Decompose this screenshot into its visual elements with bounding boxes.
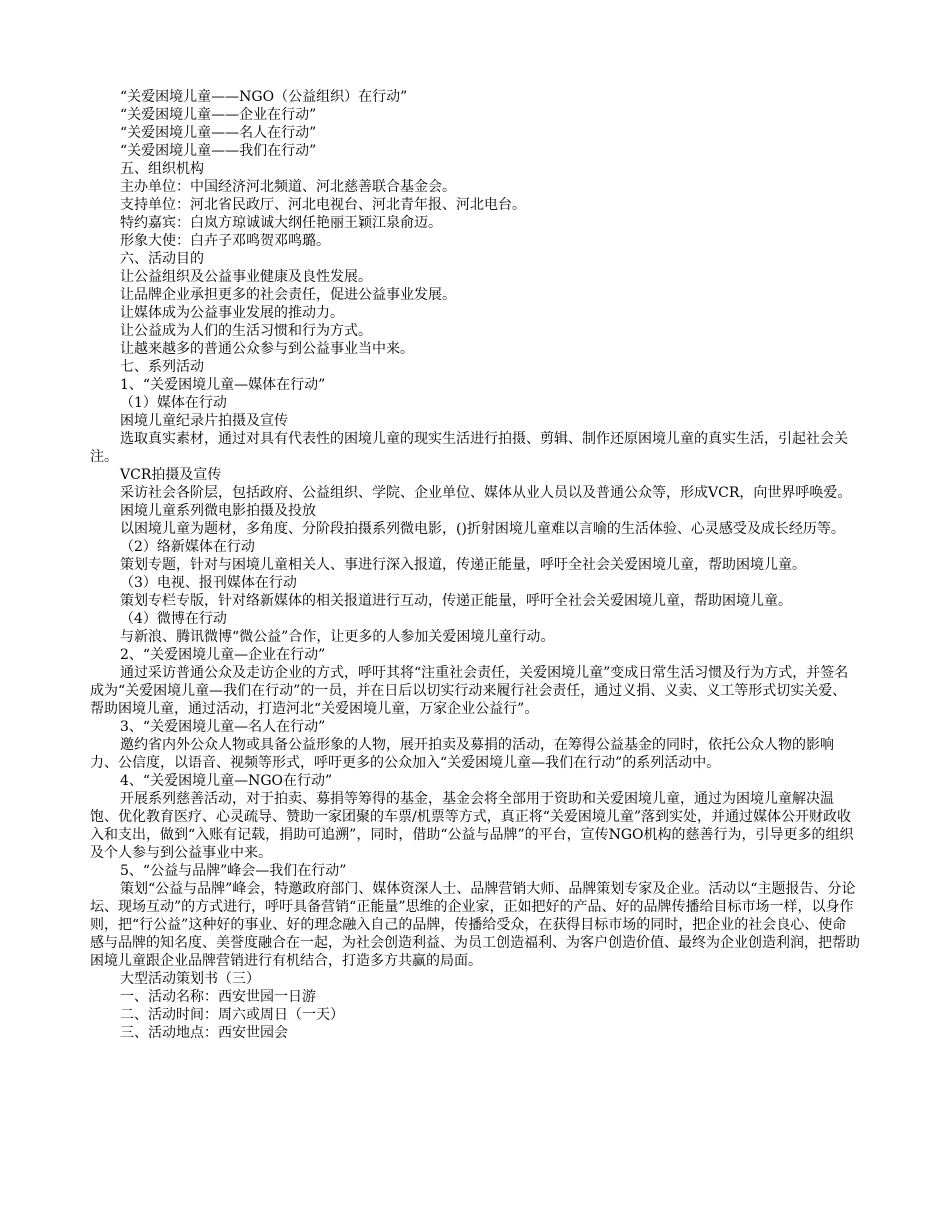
- subsection-heading: 4、“关爱困境儿童—NGO在行动”: [120, 773, 333, 789]
- text-line: 形象大使：白卉子邓鸣贺邓鸣璐。: [120, 233, 330, 249]
- paragraph: 以困境儿童为题材，多角度、分阶段拍摄系列微电影，()折射困境儿童难以言喻的生活体验、心灵感受及成长经历等。: [120, 521, 845, 537]
- subsection-heading: 5、“公益与品牌”峰会—我们在行动”: [120, 863, 347, 879]
- text-line: “关爱困境儿童——NGO（公益组织）在行动”: [120, 89, 408, 105]
- subsection-heading: （2）络新媒体在行动: [120, 539, 255, 555]
- text-line: “关爱困境儿童——企业在行动”: [120, 107, 317, 123]
- paragraph: 选取真实素材，通过对具有代表性的困境儿童的现实生活进行拍摄、剪辑、制作还原困境儿童的真实生活，引起社会关注。: [90, 431, 848, 465]
- document-body: [90, 88, 860, 1042]
- subsection-heading: （3）电视、报刊媒体在行动: [120, 575, 297, 591]
- section-heading: 五、组织机构: [120, 161, 204, 177]
- paragraph: 策划专栏专版，针对络新媒体的相关报道进行互动，传递正能量，呼吁全社会关爱困境儿童，帮助困境儿童。: [120, 593, 792, 609]
- text-line: 让公益组织及公益事业健康及良性发展。: [120, 269, 372, 285]
- paragraph: 开展系列慈善活动，对于拍卖、募捐等筹得的基金，基金会将全部用于资助和关爱困境儿童，通过为困境儿童解决温饱、优化教育医疗、心灵疏导、赞助一家团聚的车票/机票等方式，真正将“关爱困境儿童”落到实处，并通过媒体公开财政收入和支出，做到“入账有记载，捐助可追溯”，同时，借助“公益与品牌”的平台，宣传NGO机构的慈善行为，引导更多的组织及个人参与到公益事业中来。: [90, 791, 854, 861]
- paragraph: 策划专题，针对与困境儿童相关人、事进行深入报道，传递正能量，呼吁全社会关爱困境儿童，帮助困境儿童。: [120, 557, 806, 573]
- paragraph: 与新浪、腾讯微博“微公益”合作，让更多的人参加关爱困境儿童行动。: [120, 629, 555, 645]
- text-line: VCR拍摄及宣传: [120, 467, 222, 483]
- text-line: 支持单位：河北省民政厅、河北电视台、河北青年报、河北电台。: [120, 197, 526, 213]
- section-heading: 六、活动目的: [120, 251, 204, 267]
- text-line: “关爱困境儿童——我们在行动”: [120, 143, 317, 159]
- text-line: 二、活动时间：周六或周日（一天）: [120, 1007, 344, 1023]
- subsection-heading: 2、“关爱困境儿童—企业在行动”: [120, 647, 326, 663]
- text-line: 三、活动地点：西安世园会: [120, 1025, 288, 1041]
- paragraph: 通过采访普通公众及走访企业的方式，呼吁其将“注重社会责任，关爱困境儿童”变成日常生活习惯及行为方式，并签名成为“关爱困境儿童—我们在行动”的一员，并在日后以切实行动来履行社会责任，通过义捐、义卖、义工等形式切实关爱、帮助困境儿童，通过活动，打造河北“关爱困境儿童，万家企业公益行”。: [90, 665, 849, 717]
- section-heading: 七、系列活动: [120, 359, 204, 375]
- text-line: 让品牌企业承担更多的社会责任，促进公益事业发展。: [120, 287, 456, 303]
- text-line: 一、活动名称：西安世园一日游: [120, 989, 316, 1005]
- paragraph: 邀约省内外公众人物或具备公益形象的人物，展开拍卖及募捐的活动，在筹得公益基金的同时，依托公众人物的影响力、公信度，以语音、视频等形式，呼吁更多的公众加入“关爱困境儿童—我们在行动”的系列活动中。: [90, 737, 834, 771]
- subsection-heading: （4）微博在行动: [120, 611, 227, 627]
- text-line: “关爱困境儿童——名人在行动”: [120, 125, 317, 141]
- paragraph: 策划“公益与品牌”峰会，特邀政府部门、媒体资深人士、品牌营销大师、品牌策划专家及企业。活动以“主题报告、分论坛、现场互动”的方式进行，呼吁具备营销“正能量”思维的企业家，正如把好的产品、好的品牌传播给目标市场一样，以身作则，把“行公益”这种好的事业、好的理念融入自己的品牌，传播给受众，在获得目标市场的同时，把企业的社会良心、使命感与品牌的知名度、美誉度融合在一起，为社会创造利益、为员工创造福利、为客户创造价值、最终为企业创造利润，把帮助困境儿童跟企业品牌营销进行有机结合，打造多方共赢的局面。: [90, 881, 860, 969]
- text-line: 特约嘉宾：白岚方琼诚诚大纲任艳丽王颖江泉俞迈。: [120, 215, 442, 231]
- text-line: 主办单位：中国经济河北频道、河北慈善联合基金会。: [120, 179, 456, 195]
- subsection-heading: 1、“关爱困境儿童—媒体在行动”: [120, 377, 326, 393]
- subsection-heading: 3、“关爱困境儿童—名人在行动”: [120, 719, 326, 735]
- paragraph: 采访社会各阶层，包括政府、公益组织、学院、企业单位、媒体从业人员以及普通公众等，形成VCR，向世界呼唤爱。: [120, 485, 852, 501]
- text-line: 困境儿童系列微电影拍摄及投放: [120, 503, 316, 519]
- text-line: 让越来越多的普通公众参与到公益事业当中来。: [120, 341, 414, 357]
- text-line: 让媒体成为公益事业发展的推动力。: [120, 305, 344, 321]
- subsection-heading: （1）媒体在行动: [120, 395, 227, 411]
- document-title: 大型活动策划书（三）: [120, 971, 260, 987]
- text-line: 让公益成为人们的生活习惯和行为方式。: [120, 323, 372, 339]
- text-line: 困境儿童纪录片拍摄及宣传: [120, 413, 288, 429]
